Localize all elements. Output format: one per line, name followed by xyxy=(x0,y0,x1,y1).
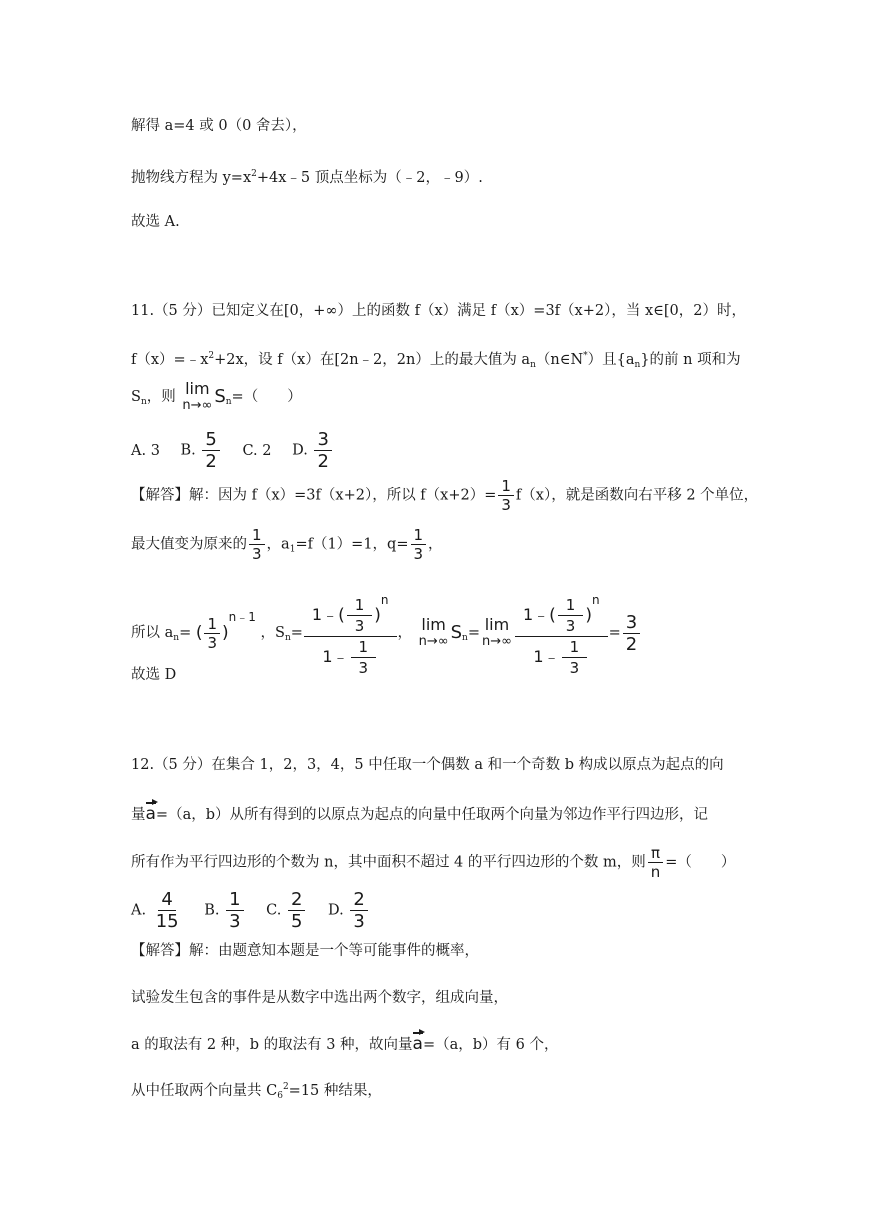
sol11-line-1 xyxy=(131,478,758,513)
fraction: $\frac{1}{3}$ xyxy=(411,527,427,562)
sol12-line-4 xyxy=(131,1077,382,1106)
text: ， xyxy=(397,625,413,641)
sum-symbol: S xyxy=(450,622,463,643)
text: = xyxy=(179,625,192,641)
fraction-sum: 1﹣( $\frac{1}{3}$ )$^n$ 1﹣ $\frac{1}{3}$ xyxy=(515,590,608,676)
fraction-sum: 1﹣( $\frac{1}{3}$ )$^n$ 1﹣ $\frac{1}{3}$ xyxy=(304,590,397,676)
superscript: * xyxy=(583,351,588,361)
limit-expression: lim n→∞ xyxy=(418,615,449,649)
text: 量 xyxy=(131,807,146,823)
fraction: $\frac{2}{3}$ xyxy=(350,890,367,931)
subscript: n xyxy=(225,397,232,407)
sol12-line-3 xyxy=(131,1030,558,1055)
line-choose-a: 故选 A. xyxy=(131,214,180,230)
paren: ) xyxy=(222,623,229,643)
superscript: 2 xyxy=(208,351,215,361)
subscript: n xyxy=(634,360,641,370)
text: +2x，设 f（x）在[2n﹣2，2n）上的最大值为 a xyxy=(214,352,531,368)
q12-options xyxy=(131,890,386,931)
sol11-choose-d: 故选 D xyxy=(131,667,177,683)
text: S xyxy=(131,389,141,405)
text: = xyxy=(467,625,480,641)
sol12-line-1: 【解答】解：由题意知本题是一个等可能事件的概率， xyxy=(131,943,479,959)
limit-expression: lim n→∞ xyxy=(482,615,512,649)
text: +4x﹣5 顶点坐标为（﹣2，﹣9）. xyxy=(256,170,483,186)
text: 所有作为平行四边形的个数为 n，其中面积不超过 4 的平行四边形的个数 m，则 xyxy=(131,854,646,871)
superscript: 2 xyxy=(251,169,257,179)
option-c: C. 2 xyxy=(242,442,272,459)
q12-line-3 xyxy=(131,845,735,880)
q11-options xyxy=(131,430,350,471)
text: =（a，b）有 6 个， xyxy=(422,1037,559,1053)
sum-symbol: S xyxy=(214,386,226,407)
text: =15 种结果， xyxy=(288,1083,382,1099)
subscript: n xyxy=(140,397,147,407)
vector-a: a xyxy=(146,800,156,824)
paren: ( xyxy=(195,623,203,643)
subscript: n xyxy=(173,633,180,643)
line-parabola xyxy=(131,164,483,188)
text: ，a xyxy=(266,536,290,553)
line-solution-a: 解得 a=4 或 0（0 舍去）， xyxy=(131,118,307,134)
text: =（a，b）从所有得到的以原点为起点的向量中任取两个向量为邻边作平行四边形，记 xyxy=(155,807,708,823)
text: = xyxy=(290,625,303,641)
text: =f（1）=1，q= xyxy=(295,536,409,553)
text: f（x）=﹣x xyxy=(131,352,209,368)
q12-line-1: 12.（5 分）在集合 1，2，3，4，5 中任取一个偶数 a 和一个奇数 b 构成以原点为起点的向 xyxy=(131,757,724,773)
text: f（x），就是函数向右平移 2 个单位， xyxy=(515,487,759,504)
text: = xyxy=(608,625,621,641)
option-b: B. $\frac{5}{2}$ xyxy=(181,430,222,471)
superscript: 2 xyxy=(282,1082,289,1092)
sol11-line-3 xyxy=(131,590,642,676)
option-d: D. $\frac{3}{2}$ xyxy=(292,430,334,471)
fraction: $\frac{3}{2}$ xyxy=(314,430,331,471)
text: ，S xyxy=(260,625,285,641)
fraction: $\frac{5}{2}$ xyxy=(202,430,219,471)
fraction: $\frac{4}{15}$ xyxy=(155,889,179,932)
fraction: $\frac{\pi}{n}$ xyxy=(648,845,664,880)
sol11-line-2 xyxy=(131,527,443,562)
text: a 的取法有 2 种，b 的取法有 3 种，故向量 xyxy=(131,1037,413,1053)
text: 【解答】解：因为 f（x）=3f（x+2），所以 f（x+2）= xyxy=(131,487,497,504)
subscript: n xyxy=(462,633,468,643)
fraction: $\frac{1}{3}$ xyxy=(204,616,220,651)
subscript: 6 xyxy=(277,1091,283,1101)
fraction: $\frac{2}{5}$ xyxy=(288,890,305,931)
q11-line-3 xyxy=(131,380,302,414)
option-a: A. $\frac{4}{15}$ xyxy=(131,890,184,931)
q11-line-2 xyxy=(131,346,741,375)
text: }的前 n 项和为 xyxy=(640,352,741,368)
option-c: C. $\frac{2}{5}$ xyxy=(266,890,307,931)
text: ，则 xyxy=(146,389,176,405)
text: 所以 a xyxy=(131,625,174,641)
option-b: B. $\frac{1}{3}$ xyxy=(204,890,245,931)
text: ）且{a xyxy=(587,352,635,368)
q11-line-1: 11.（5 分）已知定义在[0，+∞）上的函数 f（x）满足 f（x）=3f（x+2），当 x∈[0，2）时， xyxy=(131,303,746,319)
q12-line-2 xyxy=(131,800,708,825)
subscript: n xyxy=(530,360,536,370)
text: 抛物线方程为 y=x xyxy=(131,170,252,186)
fraction: $\frac{3}{2}$ xyxy=(623,613,640,654)
fraction: $\frac{1}{3}$ xyxy=(226,890,243,931)
text: （n∈N xyxy=(535,352,584,368)
vector-a: a xyxy=(413,1030,423,1054)
option-a: A. 3 xyxy=(131,442,160,459)
text: ， xyxy=(428,536,443,553)
option-d: D. $\frac{2}{3}$ xyxy=(328,890,370,931)
text: =（ ） xyxy=(665,854,736,871)
sol12-line-2: 试验发生包含的事件是从数字中选出两个数字，组成向量， xyxy=(131,990,508,1006)
text: 从中任取两个向量共 C xyxy=(131,1083,278,1099)
fraction: $\frac{1}{3}$ xyxy=(498,478,514,513)
text: =（ ） xyxy=(231,389,302,405)
subscript: 1 xyxy=(289,544,296,555)
fraction: $\frac{1}{3}$ xyxy=(249,527,265,562)
exponent: n﹣1 xyxy=(228,610,256,624)
subscript: n xyxy=(284,633,291,643)
limit-expression: lim n→∞ xyxy=(182,379,213,413)
text: 最大值变为原来的 xyxy=(131,536,247,553)
